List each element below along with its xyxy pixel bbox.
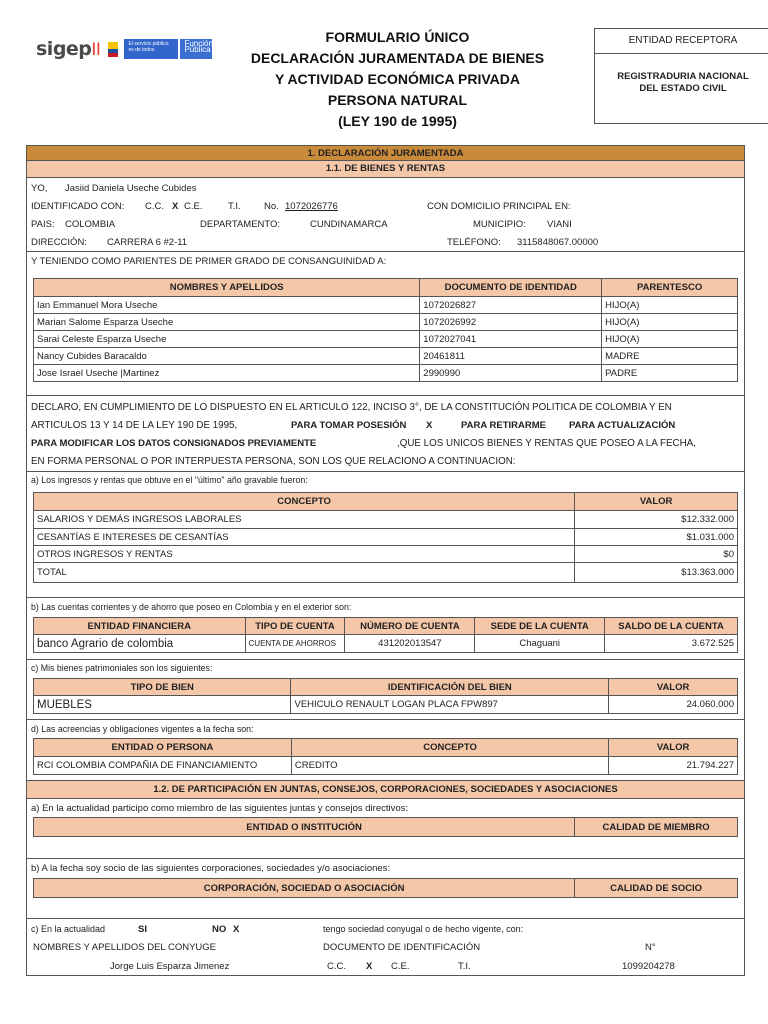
declaro-line4: EN FORMA PERSONAL O POR INTERPUESTA PERSONA, SON LOS QUE RELACIONO A CONTINUACION:	[31, 456, 516, 467]
table-row	[34, 511, 738, 529]
cell-concepto: OTROS INGRESOS Y RENTAS	[34, 546, 575, 563]
cell-valor: $1.031.000	[575, 529, 738, 546]
modificar-option: PARA MODIFICAR LOS DATOS CONSIGNADOS PREVIAMENTE	[31, 438, 317, 449]
cell-parentesco: HIJO(A)	[602, 314, 738, 331]
domicilio-label: CON DOMICILIO PRINCIPAL EN:	[427, 201, 571, 212]
table-row	[34, 635, 738, 653]
col-header: CONCEPTO	[34, 493, 575, 511]
divider	[27, 395, 744, 396]
cell-concepto: CREDITO	[291, 757, 608, 775]
col-header: DOCUMENTO DE IDENTIDAD	[420, 279, 602, 297]
ingresos-table	[33, 492, 738, 583]
telefono-label: TELÉFONO:	[447, 237, 501, 248]
ti-label: T.I.	[228, 201, 241, 212]
acreencias-table	[33, 738, 738, 775]
cell-nombre: Ian Emmanuel Mora Useche	[34, 297, 420, 314]
cuentas-intro: b) Las cuentas corrientes y de ahorro que poseo en Colombia y en el exterior son:	[31, 602, 352, 612]
col-header: CONCEPTO	[291, 739, 608, 757]
conyuge-name: Jorge Luis Esparza Jimenez	[110, 961, 230, 972]
table-row	[34, 696, 738, 714]
declaro-line1: DECLARO, EN CUMPLIMIENTO DE LO DISPUESTO EN EL ARTICULO 122, INCISO 3°, DE LA CONSTITUCIÓN POLITICA DE COLOMBIA Y EN	[31, 402, 672, 413]
cell-nombre: Nancy Cubides Baracaldo	[34, 348, 420, 365]
doc-no-label: No.	[264, 201, 279, 212]
declaro-line2: ARTICULOS 13 Y 14 DE LA LEY 190 DE 1995,	[31, 420, 238, 431]
acreencias-intro: d) Las acreencias y obligaciones vigentes a la fecha son:	[31, 724, 254, 734]
col-header: VALOR	[609, 679, 738, 696]
col-header: VALOR	[575, 493, 738, 511]
section-1-title: 1. DECLARACIÓN JURAMENTADA	[27, 145, 744, 161]
divider	[27, 918, 744, 919]
divider	[27, 471, 744, 472]
pais-label: PAIS:	[31, 219, 55, 230]
cell-valor: $12.332.000	[575, 511, 738, 529]
cc-mark: X	[172, 201, 179, 212]
table-row	[34, 331, 738, 348]
parientes-table	[33, 278, 738, 382]
telefono-value: 3115848067.00000	[517, 237, 599, 248]
conyugal-label: c) En la actualidad	[31, 924, 106, 934]
declaro-line3: ,QUE LOS UNICOS BIENES Y RENTAS QUE POSEO A LA FECHA,	[397, 438, 696, 449]
municipio-value: VIANI	[547, 219, 572, 230]
col-header: CORPORACIÓN, SOCIEDAD O ASOCIACIÓN	[34, 879, 575, 898]
cell-documento: 1072026827	[420, 297, 602, 314]
divider	[27, 858, 744, 859]
depto-value: CUNDINAMARCA	[310, 219, 388, 230]
col-header: SALDO DE LA CUENTA	[605, 618, 738, 635]
cell-valor: $0	[575, 546, 738, 563]
yo-label: YO,	[31, 183, 48, 194]
cell-tipo-bien: MUEBLES	[34, 696, 291, 714]
conyugal-text: tengo sociedad conyugal o de hecho vigente, con:	[323, 924, 524, 934]
section-1-2-title: 1.2. DE PARTICIPACIÓN EN JUNTAS, CONSEJOS, CORPORACIONES, SOCIEDADES Y ASOCIACIONES	[27, 780, 744, 799]
bienes-intro: c) Mis bienes patrimoniales son los siguientes:	[31, 663, 213, 673]
num-label: N°	[645, 942, 656, 953]
entidad-receptora-box	[594, 28, 768, 124]
cell-parentesco: PADRE	[602, 365, 738, 382]
table-row	[34, 529, 738, 546]
ce-label: C.E.	[184, 201, 203, 212]
direccion-label: DIRECCIÓN:	[31, 237, 87, 248]
socio-intro: b) A la fecha soy socio de las siguientes corporaciones, sociedades y/o asociaciones:	[31, 863, 391, 874]
divider	[27, 719, 744, 720]
no-mark: X	[233, 924, 240, 935]
col-header: ENTIDAD O INSTITUCIÓN	[34, 818, 575, 837]
parientes-intro: Y TENIENDO COMO PARIENTES DE PRIMER GRADO DE CONSANGUINIDAD A:	[31, 256, 387, 267]
cell-documento: 2990990	[420, 365, 602, 382]
juntas-table	[33, 817, 738, 837]
col-header: ENTIDAD FINANCIERA	[34, 618, 246, 635]
no-option: NO	[212, 924, 227, 935]
cell-sede: Chaguani	[475, 635, 605, 653]
cell-documento: 1072027041	[420, 331, 602, 348]
cell-concepto: TOTAL	[34, 563, 575, 583]
divider	[27, 597, 744, 598]
actualizacion-option: PARA ACTUALIZACIÓN	[569, 420, 676, 431]
table-row	[34, 297, 738, 314]
col-header: CALIDAD DE SOCIO	[575, 879, 738, 898]
conyuge-cc-mark: X	[366, 961, 373, 972]
cell-parentesco: HIJO(A)	[602, 331, 738, 348]
entidad-name: REGISTRADURIA NACIONAL DEL ESTADO CIVIL	[617, 71, 749, 94]
cell-concepto: SALARIOS Y DEMÁS INGRESOS LABORALES	[34, 511, 575, 529]
municipio-label: MUNICIPIO:	[473, 219, 526, 230]
cell-valor: 24.060.000	[609, 696, 738, 714]
colombia-flag-icon	[108, 42, 118, 57]
col-header: SEDE DE LA CUENTA	[475, 618, 605, 635]
retirarme-option: PARA RETIRARME	[461, 420, 546, 431]
cell-documento: 20461811	[420, 348, 602, 365]
cc-label: C.C.	[145, 201, 164, 212]
table-row	[34, 757, 738, 775]
table-row	[34, 365, 738, 382]
col-header: ENTIDAD O PERSONA	[34, 739, 292, 757]
socio-table	[33, 878, 738, 898]
depto-label: DEPARTAMENTO:	[200, 219, 281, 230]
cell-entidad: banco Agrario de colombia	[34, 635, 246, 653]
conyuge-ce-label: C.E.	[391, 961, 410, 972]
cell-parentesco: MADRE	[602, 348, 738, 365]
cell-tipo: CUENTA DE AHORROS	[245, 635, 345, 653]
cell-numero: 431202013547	[345, 635, 475, 653]
juntas-intro: a) En la actualidad participo como miembro de las siguientes juntas y consejos directivos:	[31, 803, 409, 814]
table-row	[34, 314, 738, 331]
sigep-wordmark: sigepII	[36, 38, 101, 60]
cell-saldo: 3.672.525	[605, 635, 738, 653]
cell-valor: 21.794.227	[609, 757, 738, 775]
col-header: PARENTESCO	[602, 279, 738, 297]
conyuge-doc: 1099204278	[622, 961, 675, 972]
section-1-1-title: 1.1. DE BIENES Y RENTAS	[27, 161, 744, 178]
col-header: NOMBRES Y APELLIDOS	[34, 279, 420, 297]
cell-identificacion: VEHICULO RENAULT LOGAN PLACA FPW897	[291, 696, 609, 714]
doc-ident-label: DOCUMENTO DE IDENTIFICACIÓN	[323, 942, 481, 953]
table-row	[34, 348, 738, 365]
divider	[27, 659, 744, 660]
cell-concepto: CESANTÍAS E INTERESES DE CESANTÍAS	[34, 529, 575, 546]
col-header: TIPO DE BIEN	[34, 679, 291, 696]
divider	[27, 251, 744, 252]
doc-no-value: 1072026776	[285, 201, 338, 212]
cell-nombre: Marian Salome Esparza Useche	[34, 314, 420, 331]
sigep-logo	[36, 34, 212, 64]
col-header: VALOR	[609, 739, 738, 757]
table-row	[34, 563, 738, 583]
form-title: FORMULARIO ÚNICO DECLARACIÓN JURAMENTADA DE BIENES Y ACTIVIDAD ECONÓMICA PRIVADA PERSONA NATURAL (LEY 190 de 1995)	[250, 29, 545, 129]
posesion-mark: X	[426, 420, 433, 431]
declarant-name: Jasiid Daniela Useche Cubides	[65, 183, 197, 194]
cell-nombre: Sarai Celeste Esparza Useche	[34, 331, 420, 348]
cell-valor: $13.363.000	[575, 563, 738, 583]
col-header: IDENTIFICACIÓN DEL BIEN	[291, 679, 609, 696]
cell-entidad: RCI COLOMBIA COMPAÑIA DE FINANCIAMIENTO	[34, 757, 292, 775]
ident-label: IDENTIFICADO CON:	[31, 201, 125, 212]
col-header: TIPO DE CUENTA	[245, 618, 345, 635]
cell-documento: 1072026992	[420, 314, 602, 331]
si-option: SI	[138, 924, 147, 935]
col-header: CALIDAD DE MIEMBRO	[575, 818, 738, 837]
logo-funcion-publica: Función Pública	[180, 39, 212, 59]
ingresos-intro: a) Los ingresos y rentas que obtuve en el "último" año gravable fueron:	[31, 475, 308, 485]
entidad-label: ENTIDAD RECEPTORA	[595, 29, 768, 54]
pais-value: COLOMBIA	[65, 219, 116, 230]
bienes-table	[33, 678, 738, 714]
col-header: NÚMERO DE CUENTA	[345, 618, 475, 635]
cuentas-table	[33, 617, 738, 653]
logo-tagline: El servicio público es de todos	[124, 39, 178, 59]
cell-parentesco: HIJO(A)	[602, 297, 738, 314]
conyuge-ti-label: T.I.	[458, 961, 471, 972]
conyuge-cc-label: C.C.	[327, 961, 346, 972]
posesion-option: PARA TOMAR POSESIÓN	[291, 420, 407, 431]
conyuge-label: NOMBRES Y APELLIDOS DEL CONYUGE	[33, 942, 217, 953]
cell-nombre: Jose Israel Useche |Martinez	[34, 365, 420, 382]
table-row	[34, 546, 738, 563]
direccion-value: CARRERA 6 #2-11	[107, 237, 188, 248]
